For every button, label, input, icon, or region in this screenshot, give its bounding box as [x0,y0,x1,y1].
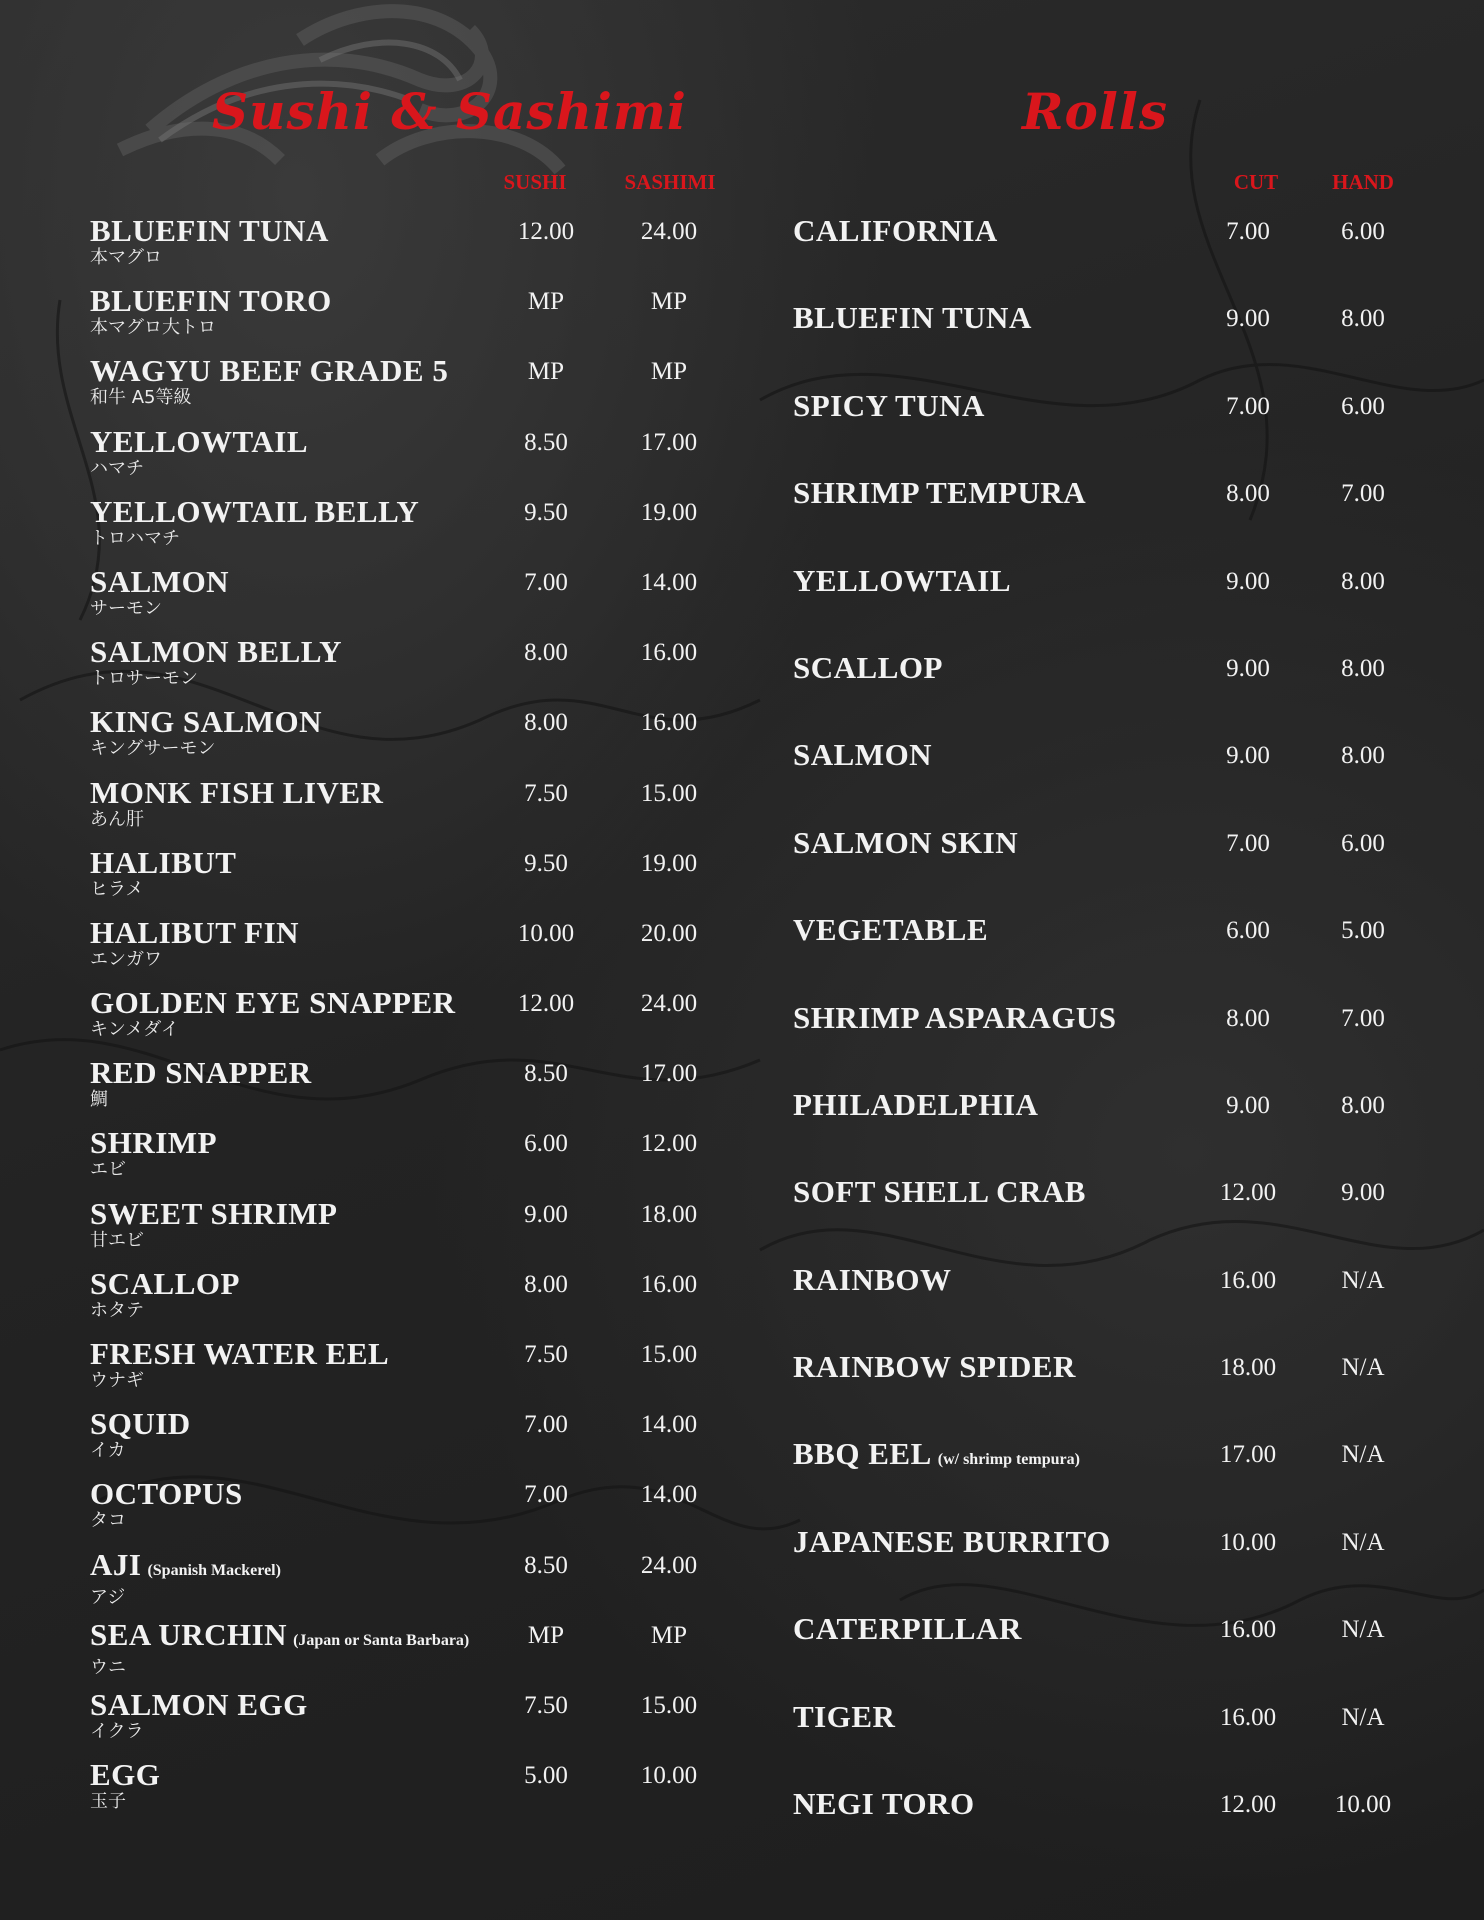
price-cut: 18.00 [1219,1354,1277,1382]
menu-item [90,354,750,424]
item-note: (w/ shrimp tempura) [937,1451,1080,1469]
item-japanese-name: ヒラメ [90,878,144,900]
item-name: KING SALMON [90,704,322,740]
price-sashimi: 15.00 [640,1691,698,1719]
item-japanese-name: 玉子 [90,1791,126,1813]
item-name: RAINBOW [793,1261,952,1297]
item-name: SHRIMP [90,1125,217,1161]
item-name: SWEET SHRIMP [90,1195,338,1231]
item-japanese-name: 鯛 [90,1089,108,1111]
price-hand: 6.00 [1341,829,1385,857]
price-hand: 5.00 [1341,917,1385,945]
item-japanese-name: アジ [90,1586,126,1608]
item-name: CALIFORNIA [793,213,998,248]
price-sushi: 6.00 [524,1130,568,1158]
price-cut: 16.00 [1219,1703,1277,1731]
item-name: HALIBUT FIN [90,914,300,950]
menu-item [90,846,750,916]
price-sashimi: 12.00 [640,1130,698,1158]
price-sashimi: 17.00 [640,428,698,456]
price-cut: 17.00 [1219,1441,1277,1469]
price-hand: 8.00 [1341,567,1385,595]
menu-item [90,425,750,495]
item-name: BLUEFIN TUNA [793,300,1032,336]
price-sashimi: 20.00 [640,919,698,947]
item-name: RAINBOW SPIDER [793,1349,1076,1385]
price-sashimi: 16.00 [640,639,698,667]
menu-item [90,1688,750,1758]
price-hand: 6.00 [1341,392,1385,420]
item-name: SPICY TUNA [793,387,985,423]
price-hand: 7.00 [1341,1004,1385,1032]
menu-item [793,564,1433,651]
item-japanese-name: 和牛 A5等級 [90,387,192,409]
price-cut: 12.00 [1219,1179,1277,1207]
item-japanese-name: トロハマチ [90,527,180,549]
price-sashimi: 24.00 [640,218,698,245]
menu-item [793,476,1433,563]
rolls-title: Rolls [1022,82,1169,141]
price-sashimi: 14.00 [640,1411,698,1439]
item-note: (Spanish Mackerel) [147,1561,281,1579]
menu-item [90,1056,750,1126]
item-name: PHILADELPHIA [793,1086,1039,1122]
sashimi-column-header: SASHIMI [624,170,716,194]
item-japanese-name: エビ [90,1159,126,1181]
price-sushi: 7.50 [524,1341,568,1368]
item-japanese-name: ハマチ [90,457,144,479]
item-note: (Japan or Santa Barbara) [293,1631,470,1649]
item-name: NEGI TORO [793,1786,975,1822]
price-sushi: 12.00 [517,990,575,1018]
menu-item [90,495,750,565]
menu-item [793,1001,1433,1088]
menu-item [793,1525,1433,1612]
menu-item [90,635,750,705]
menu-item [90,1477,750,1547]
price-cut: 7.00 [1226,218,1270,245]
price-cut: 6.00 [1226,917,1270,945]
price-hand: 6.00 [1341,218,1385,245]
price-cut: 9.00 [1226,567,1270,595]
price-sashimi: 16.00 [640,1270,698,1298]
item-name: BLUEFIN TORO [90,283,332,319]
menu-item [90,284,750,354]
price-sushi: 10.00 [517,919,575,947]
item-name: VEGETABLE [793,912,989,948]
price-sushi: 7.50 [524,1691,568,1719]
menu-item [90,1337,750,1407]
item-name: BBQ EEL [793,1436,932,1472]
price-hand: N/A [1341,1703,1385,1731]
sushi-sashimi-title: Sushi & Sashimi [212,82,687,141]
item-name: GOLDEN EYE SNAPPER [90,985,456,1021]
price-sashimi: 24.00 [640,990,698,1018]
price-sushi: 7.00 [524,1481,568,1509]
price-cut: 9.00 [1226,742,1270,770]
menu-item [793,1787,1433,1874]
price-sushi: 9.50 [524,498,568,526]
item-japanese-name: 本マグロ [90,247,162,268]
price-sashimi: 16.00 [640,709,698,737]
sushi-sashimi-list [90,214,750,1828]
price-sashimi: 24.00 [640,1551,698,1579]
item-japanese-name: キングサーモン [90,738,216,760]
price-cut: 8.00 [1226,1004,1270,1032]
menu-item [90,1407,750,1477]
item-name: SEA URCHIN [90,1616,288,1652]
price-cut: 7.00 [1226,829,1270,857]
price-sashimi: MP [650,358,688,386]
menu-item [90,1267,750,1337]
price-sushi: MP [527,358,565,386]
item-japanese-name: ウニ [90,1656,126,1678]
item-name: OCTOPUS [90,1476,243,1512]
item-japanese-name: タコ [90,1510,126,1532]
price-sushi: 8.50 [524,1060,568,1088]
price-sushi: 5.00 [524,1762,568,1790]
item-name: AJI [90,1546,142,1582]
price-sashimi: 18.00 [640,1200,698,1228]
sushi-column-header: SUSHI [503,170,567,194]
menu-item [793,1612,1433,1699]
price-cut: 12.00 [1219,1791,1277,1819]
price-sushi: 7.00 [524,568,568,596]
price-sushi: 9.00 [524,1200,568,1228]
price-hand: N/A [1341,1441,1385,1469]
menu-item [793,826,1433,913]
price-cut: 8.00 [1226,480,1270,508]
item-name: SHRIMP TEMPURA [793,475,1087,511]
item-japanese-name: ウナギ [90,1370,144,1391]
item-name: SALMON [90,563,230,599]
item-name: WAGYU BEEF GRADE 5 [90,353,449,389]
item-name: SCALLOP [90,1265,240,1301]
item-name: HALIBUT [90,844,237,880]
hand-column-header: HAND [1332,170,1394,194]
item-name: BLUEFIN TUNA [90,213,329,248]
menu-item [793,738,1433,825]
menu-item [90,565,750,635]
item-japanese-name: 本マグロ大トロ [90,317,216,339]
item-name: CATERPILLAR [793,1611,1022,1647]
item-name: SALMON BELLY [90,634,343,670]
price-hand: 8.00 [1341,654,1385,682]
price-hand: 9.00 [1341,1179,1385,1207]
price-sashimi: 19.00 [640,498,698,526]
price-cut: 10.00 [1219,1528,1277,1556]
price-hand: N/A [1341,1616,1385,1644]
price-cut: 7.00 [1226,392,1270,420]
menu-item [90,986,750,1056]
price-hand: 8.00 [1341,1091,1385,1119]
cut-column-header: CUT [1233,170,1279,194]
menu-item [90,1618,750,1688]
item-japanese-name: 甘エビ [90,1229,144,1251]
menu-item [90,1197,750,1267]
menu-item [793,1700,1433,1787]
item-name: FRESH WATER EEL [90,1336,390,1371]
price-cut: 16.00 [1219,1266,1277,1294]
price-hand: 8.00 [1341,305,1385,333]
item-name: SCALLOP [793,649,943,685]
menu-item [90,214,750,284]
price-sushi: 8.00 [524,639,568,667]
price-cut: 9.00 [1226,654,1270,682]
item-name: YELLOWTAIL BELLY [90,493,420,529]
menu-item [793,214,1433,301]
menu-item [90,1126,750,1196]
item-name: SHRIMP ASPARAGUS [793,999,1117,1035]
price-sushi: MP [527,1621,565,1649]
item-name: TIGER [793,1698,896,1734]
item-name: SQUID [90,1406,191,1442]
menu-item [793,913,1433,1000]
price-hand: 10.00 [1334,1791,1392,1819]
price-sushi: 8.50 [524,428,568,456]
menu-item [90,705,750,775]
price-sashimi: MP [650,288,688,316]
item-name: SALMON SKIN [793,824,1019,860]
menu-item [793,1088,1433,1175]
price-sashimi: MP [650,1621,688,1649]
price-sushi: 12.00 [517,218,575,245]
item-name: SALMON [793,737,933,773]
price-sushi: 8.00 [524,709,568,737]
price-sushi: 8.00 [524,1270,568,1298]
price-sashimi: 10.00 [640,1762,698,1790]
price-sushi: 7.00 [524,1411,568,1439]
price-sashimi: 14.00 [640,1481,698,1509]
price-hand: 7.00 [1341,480,1385,508]
item-name: RED SNAPPER [90,1055,312,1091]
price-cut: 16.00 [1219,1616,1277,1644]
price-hand: N/A [1341,1354,1385,1382]
item-japanese-name: トロサーモン [90,668,198,690]
item-name: SOFT SHELL CRAB [793,1174,1086,1210]
item-japanese-name: サーモン [90,597,162,619]
item-name: JAPANESE BURRITO [793,1523,1111,1559]
item-japanese-name: キンメダイ [90,1019,179,1041]
price-sashimi: 15.00 [640,779,698,807]
price-cut: 9.00 [1226,1091,1270,1119]
item-japanese-name: イカ [90,1440,126,1462]
item-japanese-name: イクラ [90,1720,144,1742]
item-japanese-name: あん肝 [90,808,144,830]
price-hand: 8.00 [1341,742,1385,770]
item-japanese-name: エンガワ [90,948,162,970]
item-name: MONK FISH LIVER [90,774,384,810]
menu-item [793,301,1433,388]
item-japanese-name: ホタテ [90,1299,144,1321]
rolls-list [793,214,1433,1874]
menu-item [793,1437,1433,1524]
menu-item [793,1263,1433,1350]
price-sushi: 9.50 [524,849,568,877]
price-sashimi: 15.00 [640,1341,698,1368]
price-hand: N/A [1341,1528,1385,1556]
price-sashimi: 14.00 [640,568,698,596]
menu-item [793,1175,1433,1262]
menu-item [90,1548,750,1618]
menu-item [793,389,1433,476]
price-cut: 9.00 [1226,305,1270,333]
menu-item [90,916,750,986]
item-name: EGG [90,1757,161,1793]
menu-item [793,651,1433,738]
price-sashimi: 17.00 [640,1060,698,1088]
item-name: YELLOWTAIL [793,562,1012,598]
menu-item [793,1350,1433,1437]
price-sushi: 8.50 [524,1551,568,1579]
price-hand: N/A [1341,1266,1385,1294]
price-sashimi: 19.00 [640,849,698,877]
price-sushi: 7.50 [524,779,568,807]
menu-item [90,1758,750,1828]
price-sushi: MP [527,288,565,316]
item-name: SALMON EGG [90,1686,308,1722]
menu-item [90,776,750,846]
item-name: YELLOWTAIL [90,423,309,459]
